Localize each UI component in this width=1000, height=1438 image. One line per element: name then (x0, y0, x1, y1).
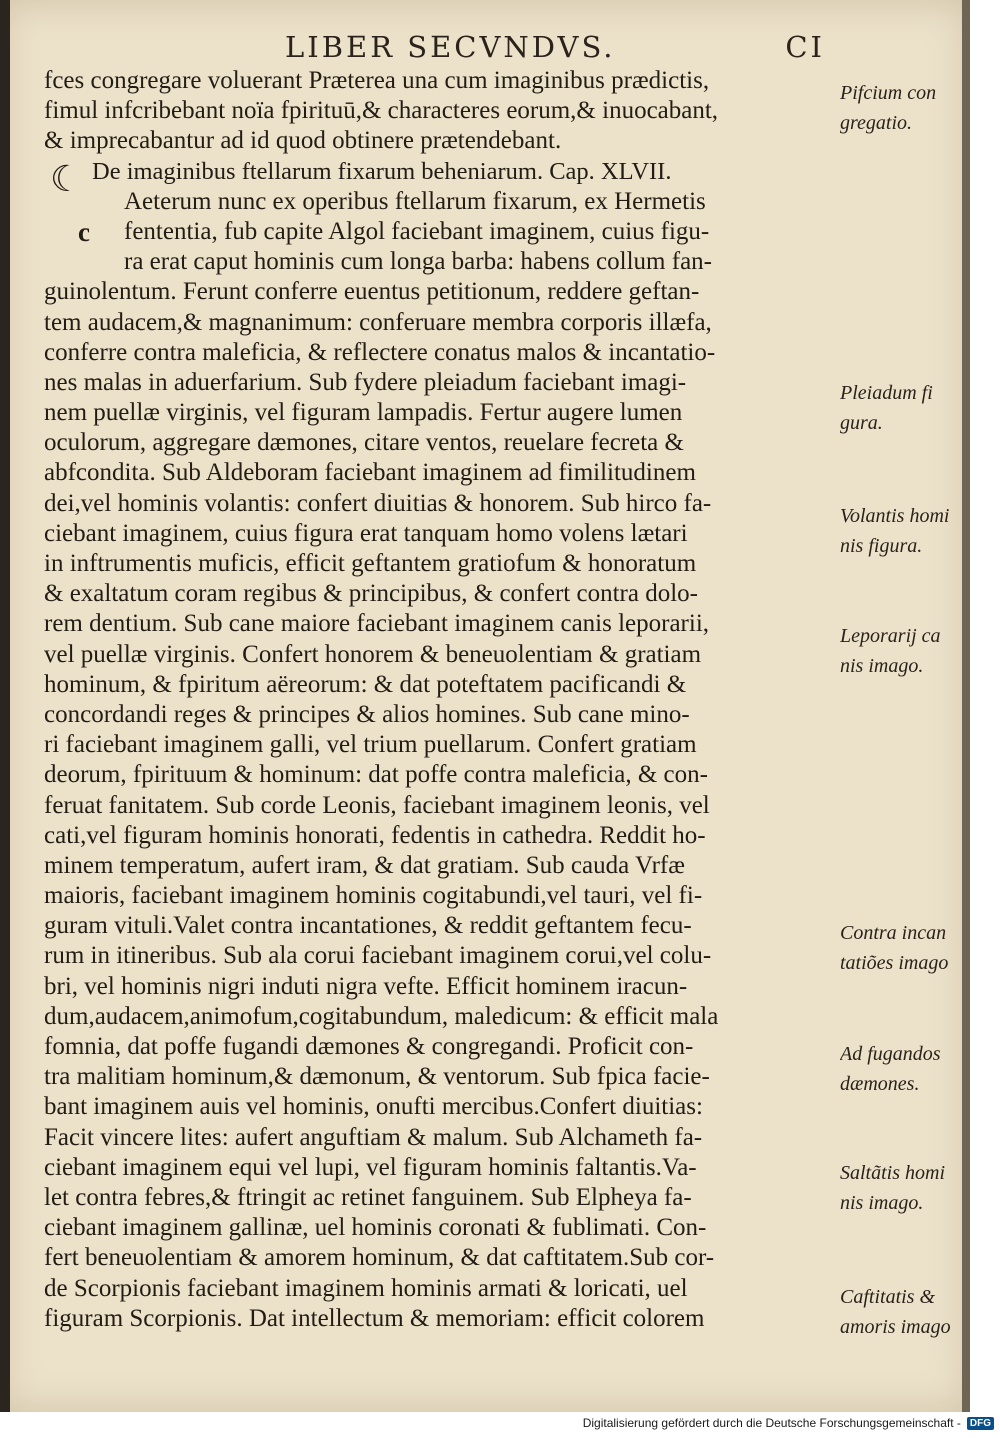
margin-note (840, 501, 968, 561)
text-line: rum in itineribus. Sub ala corui faciebant imaginem corui,vel colu- (44, 942, 712, 970)
margin-note-line: Ad fugandos (840, 1043, 941, 1065)
margin-note-line: nis imago. (840, 655, 924, 677)
margin-note-line: Caftitatis & (840, 1286, 936, 1308)
text-line: feruat fanitatem. Sub corde Leonis, faciebant imaginem leonis, vel (44, 791, 710, 819)
margin-note (840, 1282, 968, 1342)
text-line: ra erat caput hominis cum longa barba: habens collum fan- (124, 248, 712, 276)
margin-note (840, 1158, 968, 1218)
margin-note-line: gura. (840, 412, 883, 434)
text-line: fces congregare voluerant Præterea una cum imaginibus prædictis, (44, 67, 710, 94)
digitization-footer (583, 1412, 994, 1434)
margin-note (840, 1039, 968, 1099)
margin-note (840, 378, 968, 438)
text-line: guinolentum. Ferunt conferre euentus petitionum, reddere geftan- (44, 278, 700, 306)
margin-note-line: Volantis homi (840, 505, 950, 527)
margin-note-line: amoris imago (840, 1316, 951, 1338)
dfg-logo-icon: DFG (967, 1417, 994, 1430)
text-line: ciebant imaginem gallinæ, uel hominis coronati & fublimati. Con- (44, 1214, 707, 1242)
margin-note-line: Contra incan (840, 922, 947, 944)
text-line: deorum, fpirituum & hominum: dat poffe contra maleficia, & con- (44, 761, 708, 789)
text-line: vel puellæ virginis. Confert honorem & beneuolentiam & gratiam (44, 640, 702, 668)
text-line: Facit vincere lites: aufert anguftiam & malum. Sub Alchameth fa- (44, 1123, 703, 1151)
body-text (44, 66, 829, 1334)
text-line: maioris, faciebant imaginem hominis cogitabundi,vel tauri, vel fi- (44, 882, 703, 910)
text-line: Aeterum nunc ex operibus ftellarum fixarum, ex Hermetis (124, 187, 706, 215)
text-line: conferre contra maleficia, & reflectere conatus malos & incantatio- (44, 338, 716, 366)
margin-note-line: Pleiadum fi (840, 382, 933, 404)
margin-note-line: nis figura. (840, 535, 923, 557)
text-line: fert beneuolentiam & amorem hominum, & dat caftitatem.Sub cor- (44, 1244, 715, 1272)
margin-note (840, 621, 968, 681)
footer-credit: Digitalisierung gefördert durch die Deutsche Forschungsgemeinschaft - (582, 1416, 961, 1430)
text-line: fententia, fub capite Algol faciebant imaginem, cuius figu- (124, 217, 710, 245)
text-line: concordandi reges & principes & alios homines. Sub cane mino- (44, 700, 690, 728)
text-line: de Scorpionis faciebant imaginem hominis armati & loricati, uel (44, 1274, 688, 1302)
folio-number: CI (785, 30, 825, 64)
text-line: let contra febres,& ftringit ac retinet fanguinem. Sub Elpheya fa- (44, 1183, 692, 1211)
margin-note-line: gregatio. (840, 112, 913, 134)
text-line: oculorum, aggregare dæmones, citare ventos, reuelare fecreta & (44, 429, 684, 457)
text-line: ciebant imaginem equi vel lupi, vel figuram hominis faltantis.Va- (44, 1153, 697, 1181)
text-line: nes malas in aduerfarium. Sub fydere pleiadum faciebant imagi- (44, 368, 687, 396)
text-line: dum,audacem,animofum,cogitabundum, maledicum: & efficit mala (44, 1002, 719, 1030)
text-line: in inftrumentis muficis, efficit geftantem gratiofum & honoratum (44, 550, 697, 577)
margin-note (840, 918, 968, 978)
text-line: hominum, & fpiritum aëreorum: & dat poteftatem pacificandi & (44, 670, 687, 698)
margin-note-line: nis imago. (840, 1192, 924, 1214)
paragraph-mark-icon: ☾ (50, 159, 83, 200)
section-letter: c (78, 217, 90, 247)
text-line: & imprecabantur ad id quod obtinere prætendebant. (44, 127, 562, 155)
text-line: & exaltatum coram regibus & principibus, & confert contra dolo- (44, 580, 698, 608)
text-line: guram vituli.Valet contra incantationes, & reddit geftantem fecu- (44, 912, 692, 940)
margin-note-line: dæmones. (840, 1073, 920, 1095)
binding-gutter (0, 0, 10, 1412)
running-head-title: LIBER SECVNDVS. (285, 30, 616, 64)
text-line: bri, vel hominis nigri induti nigra vefte. Efficit hominem iracun- (44, 972, 688, 1000)
margin-note-line: Pifcium con (840, 82, 937, 104)
text-line: ri faciebant imaginem galli, vel trium puellarum. Confert gratiam (44, 731, 697, 759)
text-line: bant imaginem auis vel hominis, onufti mercibus.Confert diuitias: (44, 1093, 703, 1121)
margin-note-line: Leporarij ca (840, 625, 941, 647)
text-line: rem dentium. Sub cane maiore faciebant imaginem canis leporarii, (44, 610, 710, 638)
text-line: minem temperatum, aufert iram, & dat gratiam. Sub cauda Vrfæ (44, 851, 685, 879)
text-line: cati,vel figuram hominis honorati, fedentis in cathedra. Reddit ho- (44, 821, 706, 849)
text-line: abfcondita. Sub Aldeboram faciebant imaginem ad fimilitudinem (44, 459, 696, 487)
text-line: ciebant imaginem, cuius figura erat tanquam homo volens lætari (44, 519, 688, 547)
margin-note-line: Saltãtis homi (840, 1162, 946, 1184)
text-line: fimul infcribebant noïa fpirituū,& characteres eorum,& inuocabant, (44, 97, 719, 125)
text-line: tra malitiam hominum,& dæmonum, & ventorum. Sub fpica facie- (44, 1063, 710, 1091)
margin-note-line: tatiões imago (840, 952, 949, 974)
text-line: figuram Scorpionis. Dat intellectum & memoriam: efficit colorem (44, 1304, 705, 1332)
margin-note (840, 78, 968, 138)
text-line: nem puellæ virginis, vel figuram lampadis. Fertur augere lumen (44, 399, 683, 427)
text-line: fomnia, dat poffe fugandi dæmones & congregandi. Proficit con- (44, 1033, 694, 1060)
text-line: tem audacem,& magnanimum: conferuare membra corporis illæfa, (44, 308, 712, 336)
chapter-heading: De imaginibus ftellarum fixarum beheniarum. Cap. XLVII. (92, 157, 672, 185)
text-line: dei,vel hominis volantis: confert diuitias & honorem. Sub hirco fa- (44, 489, 712, 517)
